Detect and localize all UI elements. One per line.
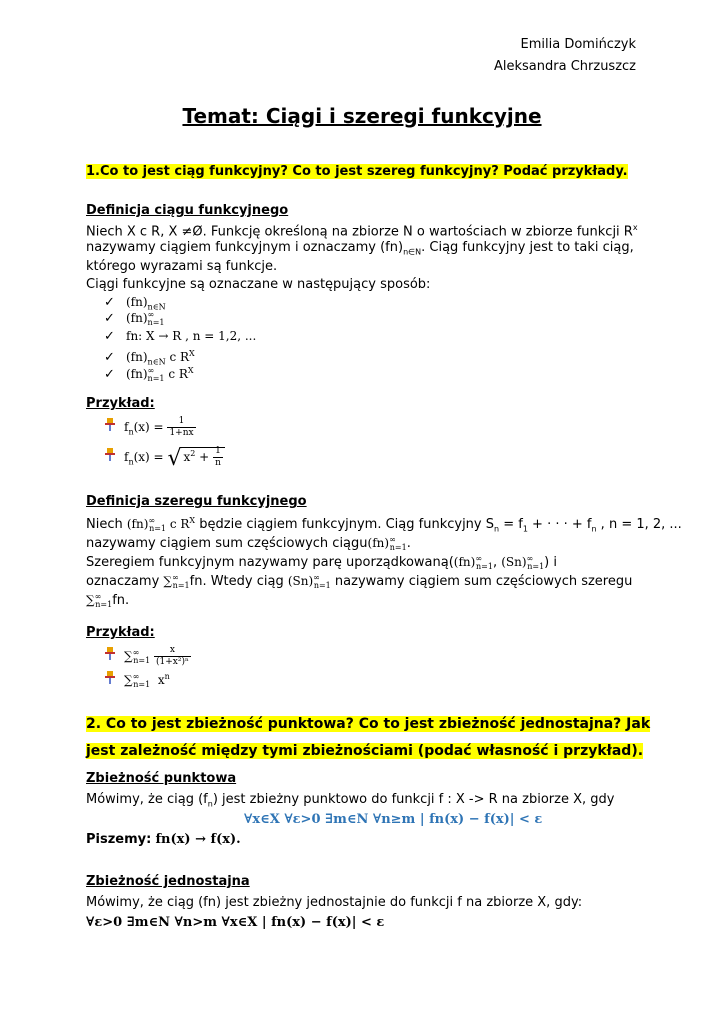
list-item: ✓ (fn) ∞ n=1 c $R^X$ — [104, 366, 194, 383]
def-series-line3: Szeregiem funkcyjnym nazywamy parę $uporządkowaną((fn)^\infty_{n=1}$, $(Sn)^\infty_{n=1}$) i — [86, 554, 557, 572]
list-item: ✓ (fn) ∞ n=1 — [104, 310, 165, 327]
def-series-line4: oznaczamy $\sum^\infty_{n=1}fn$. Wtedy ciąg $(Sn)^\infty_{n=1}$ nazywamy ciągiem sum częściowych szeregu — [86, 573, 633, 591]
example-1-formula-2: $f_n(x)$ = √ $x^2$ + $\frac{1}{n}$ — [104, 445, 225, 471]
list-item: ✓ fn: X → R , n = 1,2, ... — [104, 329, 257, 344]
author-2: Aleksandra Chrzuszcz — [494, 59, 636, 74]
pushpin-icon — [104, 646, 124, 665]
example-1-label: Przykład: — [86, 396, 155, 411]
pushpin-icon — [104, 417, 124, 436]
def-seq-heading: Definicja ciągu funkcyjnego — [86, 203, 289, 218]
def-series-heading: Definicja szeregu funkcyjnego — [86, 494, 307, 509]
def-seq-line4: Ciągi funkcyjne są oznaczane w następujący sposób: — [86, 277, 431, 292]
list-item: ✓ $(fn)_{n\in N}$ — [104, 295, 166, 312]
uniform-formula: ∀ε>0 ∃m∈N ∀n>m ∀x∈X | fn(x) − f(x)| < ε — [86, 915, 385, 930]
pointwise-formula: ∀x∈X ∀ε>0 ∃m∈N ∀n≥m | fn(x) − f(x)| < ε — [244, 812, 543, 827]
pointwise-text: Mówimy, że ciąg $(f_n)$ jest zbieżny punktowo do funkcji f : X -> R na zbiorze X, gdy — [86, 792, 615, 809]
def-series-line1: Niech $(fn)^\infty_{n=1}$ c $R^X$ będzie ciągiem funkcyjnym. Ciąg funkcyjny $S_n = f_1$ + · · · + $f_n$ , n = 1, 2, ... — [86, 516, 682, 534]
def-seq-line1: Niech X c R, X ≠Ø. Funkcję określoną na zbiorze N o wartościach w zbiorze funkcji $R^x$ — [86, 223, 638, 240]
notation-list — [104, 293, 257, 383]
pointwise-heading: Zbieżność punktowa — [86, 771, 237, 786]
example-2-label: Przykład: — [86, 625, 155, 640]
example-2-formula-1: $\sum^\infty_{n=1}$ $\frac{x}{\text{(1+x²)ⁿ}}$ — [104, 644, 191, 670]
author-1: Emilia Domińczyk — [520, 37, 636, 52]
pushpin-icon — [104, 670, 124, 689]
list-item: ✓ $(fn)_{n\in N}$ c $R^X$ — [104, 349, 195, 367]
pointwise-write: Piszemy: fn(x) → f(x). — [86, 832, 241, 847]
question-1: 1.Co to jest ciąg funkcyjny? Co to jest szereg funkcyjny? Podać przykłady. — [86, 164, 628, 179]
example-1-formula-1: $f_n(x)$ = $\frac{1}{1+nx}$ — [104, 416, 196, 441]
pushpin-icon — [104, 447, 124, 466]
page-title: Temat: Ciągi i szeregi funkcyjne — [182, 104, 542, 128]
def-series-line2: nazywamy ciągiem sum częściowych $ciągu(fn)^\infty_{n=1}$. — [86, 535, 411, 553]
def-series-line5: $\sum^\infty_{n=1}fn$. — [86, 592, 130, 610]
example-2-formula-2: $\sum^\infty_{n=1}$ $x^n$ — [104, 668, 170, 694]
def-seq-line3: którego wyrazami są funkcje. — [86, 259, 278, 274]
uniform-heading: Zbieżność jednostajna — [86, 874, 250, 889]
uniform-text: Mówimy, że ciąg (fn) jest zbieżny jednostajnie do funkcji f na zbiorze X, gdy: — [86, 895, 583, 910]
question-2: 2. Co to jest zbieżność punktowa? Co to jest zbieżność jednostajna? Jak jest zależność między tymi zbieżnościami (podać własność i przykład). — [86, 716, 651, 759]
def-seq-line2: nazywamy ciągiem funkcyjnym i oznaczamy $(fn)_{n\in N}$. Ciąg funkcyjny jest to taki ciąg, — [86, 240, 634, 257]
